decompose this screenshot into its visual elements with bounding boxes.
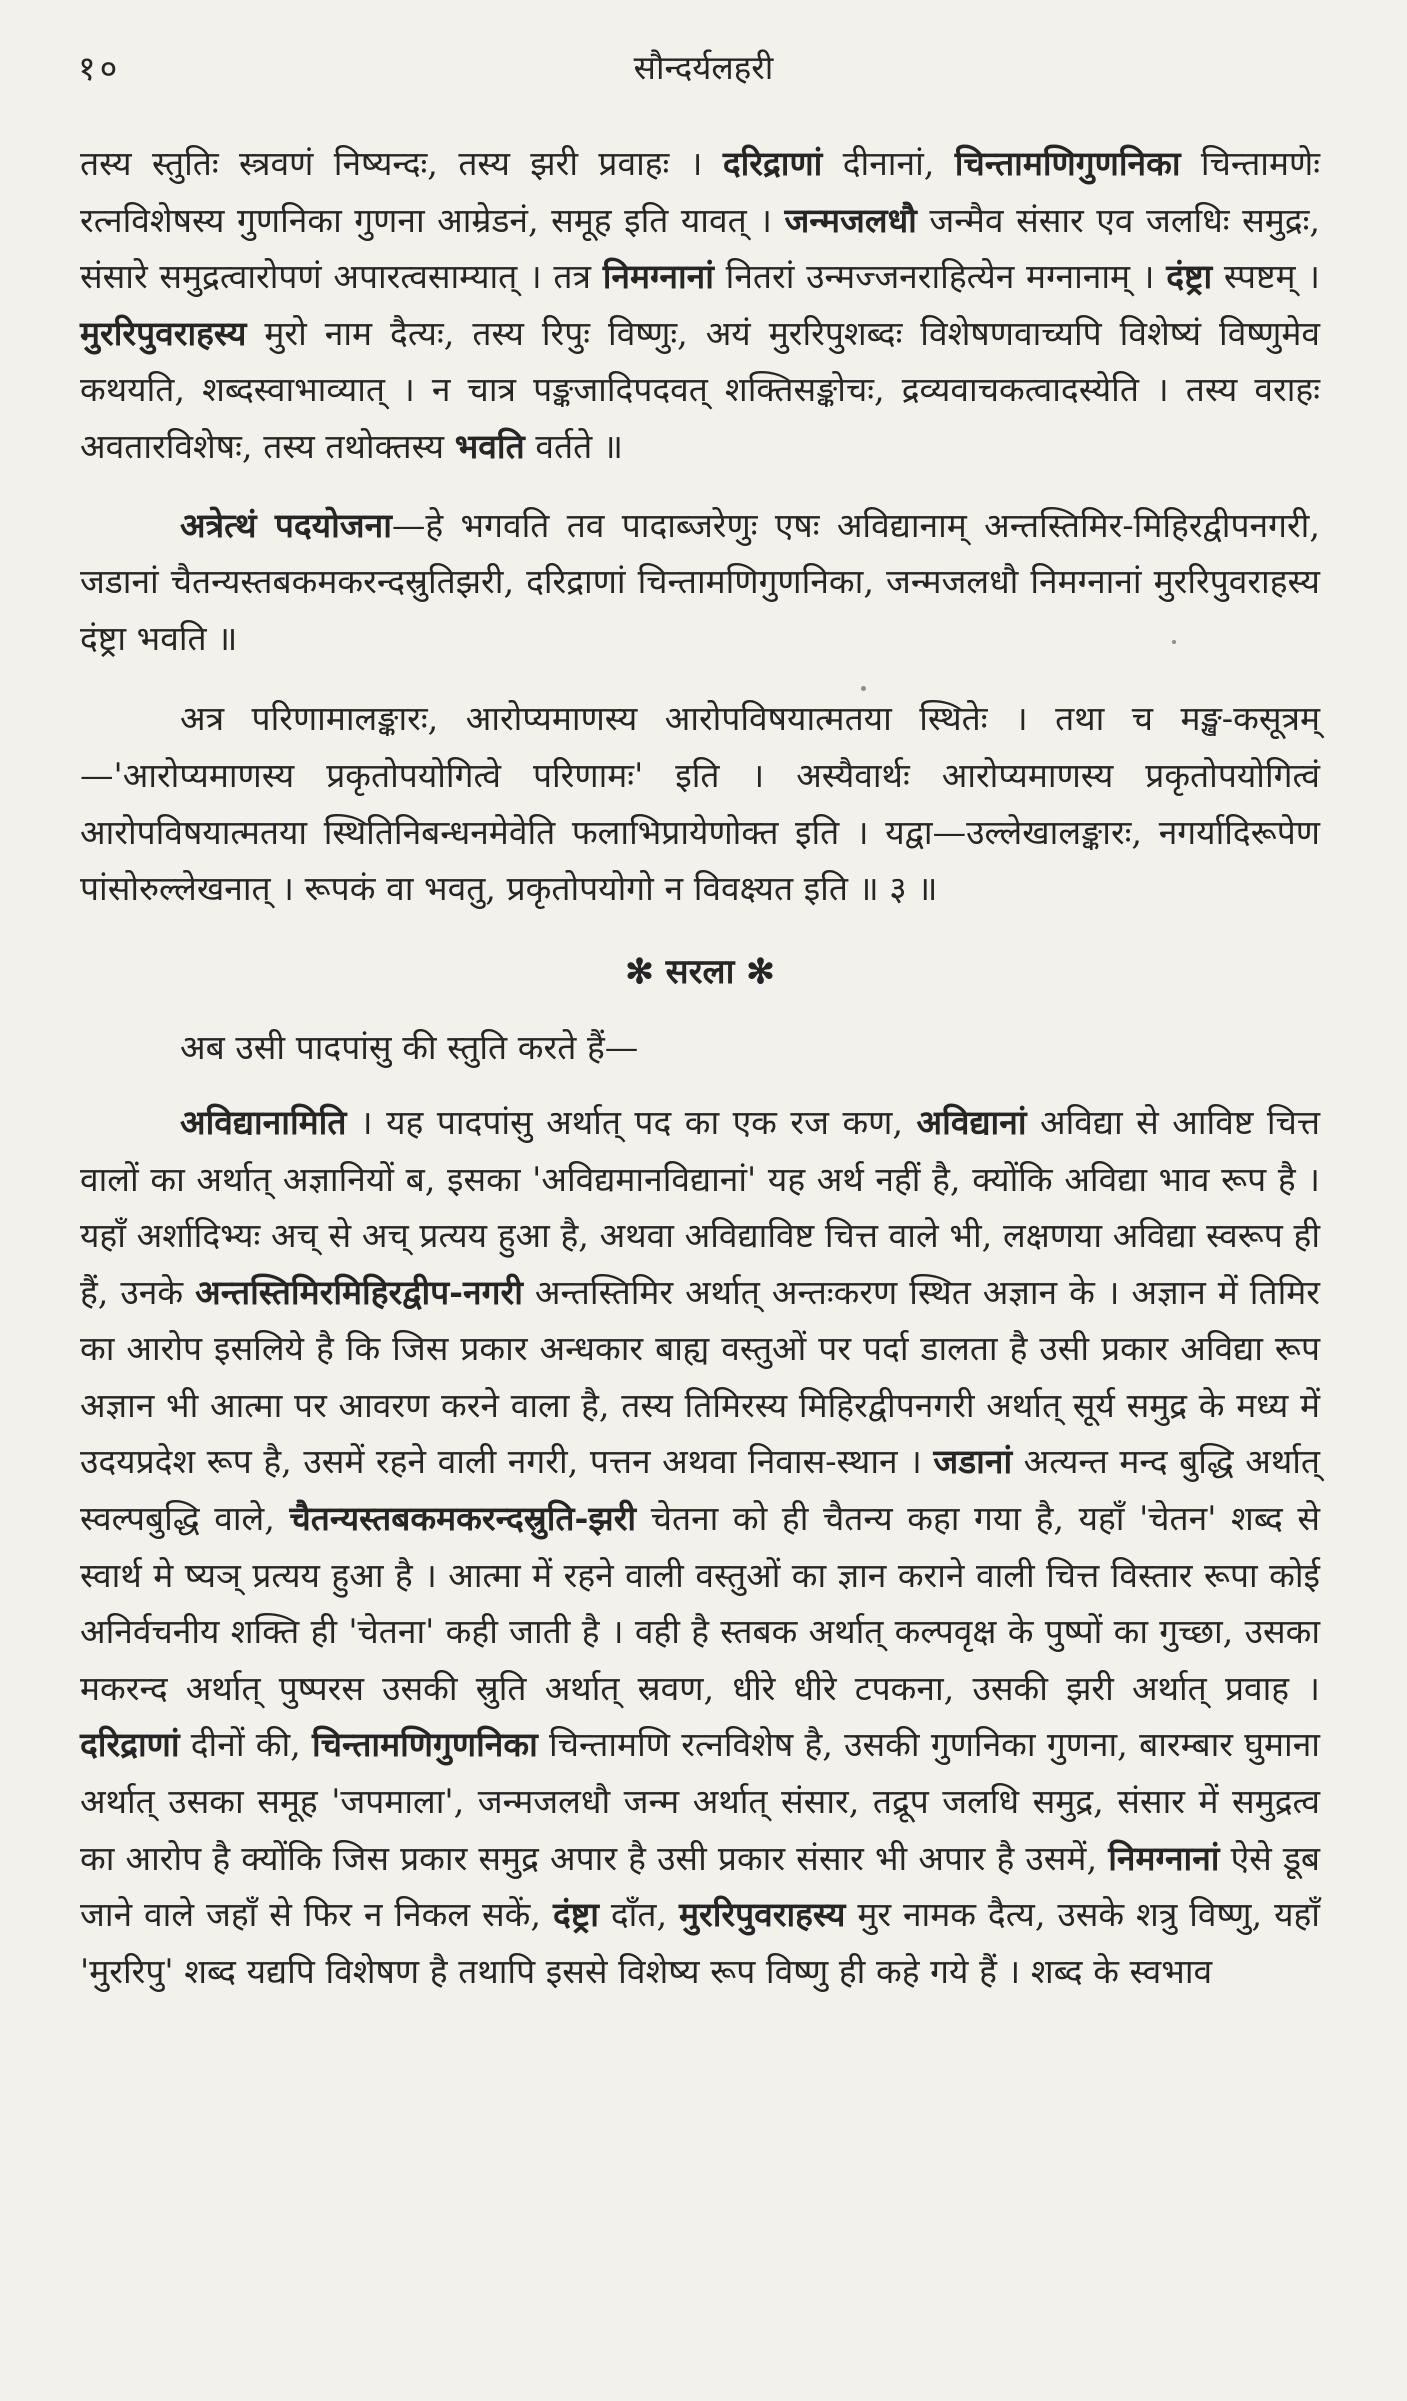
- commentary-paragraph-1: [80, 136, 1320, 476]
- section-heading: ✻ सरला ✻: [625, 951, 775, 992]
- keyword: मुररिपुवराहस्य: [80, 313, 247, 353]
- text-run: दाँत,: [598, 1895, 679, 1935]
- text-run: । यह पादपांसु अर्थात् पद का एक रज कण,: [346, 1102, 917, 1142]
- text-run: वर्तते ॥: [524, 426, 623, 466]
- text-run: दीनानां,: [822, 144, 955, 183]
- keyword: चैतन्यस्तबकमकरन्दस्रुति-झरी: [289, 1499, 637, 1539]
- keyword: दंष्ट्रा: [1166, 257, 1213, 297]
- keyword: अविद्यानां: [916, 1102, 1027, 1142]
- commentary-paragraph-2: [80, 498, 1320, 668]
- page-body: [80, 136, 1320, 2000]
- keyword: निमग्नानां: [602, 257, 714, 297]
- text-run: मुर नामक दैत्य, उसके शत्रु विष्णु, यहाँ 'मुररिपु' शब्द यद्यपि विशेषण है तथापि इससे विशेष्य रूप विष्णु ही कहे गये हैं । शब्द के स्वभाव: [80, 1895, 1320, 1991]
- text-run: अन्तस्तिमिर अर्थात् अन्तःकरण स्थित अज्ञान के । अज्ञान में तिमिर का आरोप इसलिये है कि जिस प्रकार अन्धकार बाह्य वस्तुओं पर पर्दा डालता है उसी प्रकार अविद्या रूप अज्ञान भी आत्मा पर आवरण करने वाला है, तस्य तिमिरस्य मिहिरद्वीपनगरी अर्थात् सूर्य समुद्र के मध्य में उदयप्रदेश रूप है, उसमें रहने वाली नगरी, पत्तन अथवा निवास-स्थान ।: [80, 1272, 1320, 1482]
- text-run: तस्य स्तुतिः स्त्रवणं निष्यन्दः, तस्य झरी प्रवाहः ।: [80, 144, 723, 183]
- section-intro: अब उसी पादपांसु की स्तुति करते हैं—: [180, 1028, 639, 1068]
- keyword: अन्तस्तिमिरमिहिरद्वीप-नगरी: [195, 1272, 523, 1312]
- text-run: मुरो नाम दैत्यः, तस्य रिपुः विष्णुः, अयं मुररिपुशब्दः विशेषणवाच्यपि विशेष्यं विष्णुमेव कथयति, शब्दस्वाभाव्यात् । न चात्र पङ्कजादिपदवत् शक्तिसङ्कोचः, द्रव्यवाचकत्वादस्येति । तस्य वराहः अवतारविशेषः, तस्य तथोक्तस्य: [80, 313, 1320, 466]
- text-run: नितरां उन्मज्जनराहित्येन मग्नानाम् ।: [713, 257, 1167, 297]
- keyword: जन्मजलधौ: [784, 200, 917, 240]
- text-run: अत्र परिणामालङ्कारः, आरोप्यमाणस्य आरोपविषयात्मतया स्थितेः । तथा च मङ्ख-कसूत्रम्—'आरोप्यमाणस्य प्रकृतोपयोगित्वे परिणामः' इति । अस्यैवार्थः आरोप्यमाणस्य प्रकृतोपयोगित्वं आरोपविषयात्मतया स्थितिनिबन्धनमेवेति फलाभिप्रायेणोक्त इति । यद्वा—उल्लेखालङ्कारः, नगर्यादिरूपेण पांसोरुल्लेखनात् । रूपकं वा भवतु, प्रकृतोपयोगो न विवक्ष्यत इति ॥ ३ ॥: [80, 699, 1320, 909]
- keyword: अत्रेत्थं पदयोजना: [180, 505, 392, 545]
- text-run: अविद्या से आविष्ट चित्त वालों का अर्थात् अज्ञानियों ब, इसका 'अविद्यमानविद्यानां' यह अर्थ नहीं है, क्योंकि अविद्या भाव रूप है । यहाँ अर्शादिभ्यः अच् से अच् प्रत्यय हुआ है, अथवा अविद्याविष्ट चित्त वाले भी, लक्षणया अविद्या स्वरूप ही हैं, उनके: [80, 1102, 1320, 1312]
- page-header: [78, 44, 1329, 94]
- ink-speck: [1172, 640, 1176, 644]
- commentary-paragraph-3: [80, 691, 1320, 917]
- keyword: चिन्तामणिगुणनिका: [954, 144, 1181, 183]
- keyword: अविद्यानामिति: [180, 1102, 347, 1142]
- text-run: जन्मैव संसार एव जलधिः समुद्रः, संसारे समुद्रत्वारोपणं अपारत्वसाम्यात् । तत्र: [80, 200, 1320, 297]
- text-run: —हे भगवति तव पादाब्जरेणुः एषः अविद्यानाम् अन्तस्तिमिर-मिहिरद्वीपनगरी, जडानां चैतन्यस्तबकमकरन्दस्रुतिझरी, दरिद्राणां चिन्तामणिगुणनिका, जन्मजलधौ निमग्नानां मुररिपुवराहस्य दंष्ट्रा भवति ॥: [80, 505, 1320, 658]
- keyword: निमग्नानां: [1108, 1838, 1220, 1878]
- text-run: चेतना को ही चैतन्य कहा गया है, यहाँ 'चेतन' शब्द से स्वार्थ मे ष्यञ् प्रत्यय हुआ है । आत्मा में रहने वाली वस्तुओं का ज्ञान कराने वाली चित्त विस्तार रूपा कोई अनिर्वचनीय शक्ति ही 'चेतना' कही जाती है । वही है स्तबक अर्थात् कल्पवृक्ष के पुष्पों का गुच्छा, उसका मकरन्द अर्थात् पुष्परस उसकी स्रुति अर्थात् स्रवण, धीरे धीरे टपकना, उसकी झरी अर्थात् प्रवाह ।: [80, 1499, 1321, 1708]
- text-run: दीनों की,: [179, 1725, 313, 1765]
- keyword: दंष्ट्रा: [552, 1895, 599, 1935]
- keyword: जडानां: [933, 1442, 1013, 1482]
- text-run: चिन्तामणि रत्नविशेष है, उसकी गुणनिका गुणना, बारम्बार घुमाना अर्थात् उसका समूह 'जपमाला', जन्मजलधौ जन्म अर्थात् संसार, तद्रूप जलधि समुद्र, संसार में समुद्रत्व का आरोप है क्योंकि जिस प्रकार समुद्र अपार है उसी प्रकार संसार भी अपार है उसमें,: [80, 1725, 1320, 1878]
- keyword: भवति: [454, 426, 525, 466]
- hindi-commentary-paragraph: [80, 1095, 1320, 2001]
- running-title: सौन्दर्यलहरी: [633, 48, 774, 87]
- page-number: १०: [78, 49, 122, 89]
- keyword: चिन्तामणिगुणनिका: [312, 1725, 538, 1765]
- text-run: ऐसे डूब जाने वाले जहाँ से फिर न निकल सकें,: [80, 1838, 1320, 1935]
- keyword: दरिद्राणां: [80, 1725, 180, 1765]
- text-run: चिन्तामणेः रत्नविशेषस्य गुणनिका गुणना आम्रेडनं, समूह इति यावत् ।: [80, 144, 1320, 240]
- text-run: स्पष्टम् ।: [1212, 257, 1320, 297]
- keyword: दरिद्राणां: [722, 144, 823, 183]
- keyword: मुररिपुवराहस्य: [679, 1895, 846, 1935]
- text-run: अत्यन्त मन्द बुद्धि अर्थात् स्वल्पबुद्धि वाले,: [80, 1442, 1320, 1539]
- ink-speck: [861, 686, 866, 691]
